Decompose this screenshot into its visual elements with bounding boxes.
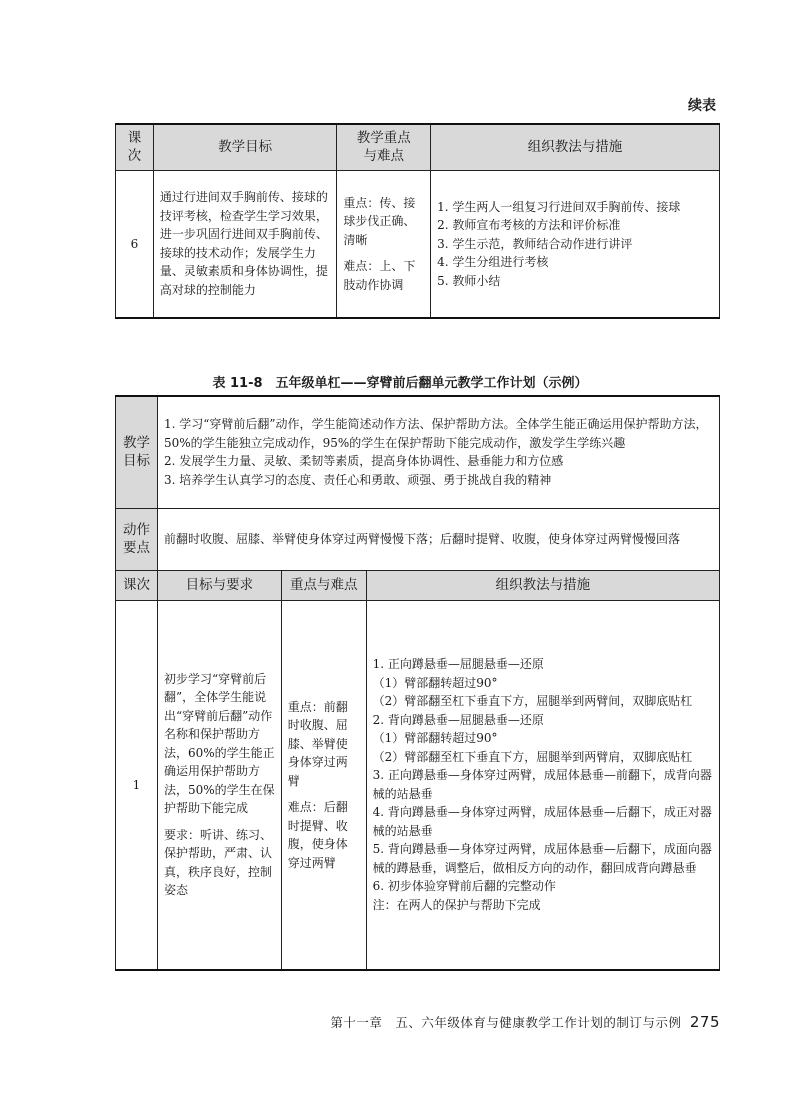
methods-cell [431, 170, 720, 318]
page-number: 275 [689, 1013, 720, 1031]
method-item: 1. 正向蹲悬垂—屈腿悬垂—还原 [372, 657, 544, 672]
header-lesson: 课 次 [116, 124, 154, 170]
method-item: 3. 学生示范，教师结合动作进行讲评 [437, 236, 633, 251]
method-item: 2. 背向蹲悬垂—屈腿悬垂—还原 [372, 712, 544, 727]
method-item: 4. 背向蹲悬垂—身体穿过两臂，成屈体悬垂—后翻下，成正对器械的站悬垂 [372, 805, 712, 838]
lesson-number: 6 [116, 170, 154, 318]
key-point: 重点：前翻时收腹、屈膝、举臂使身体穿过两臂 [287, 699, 348, 788]
methods-cell [366, 600, 719, 970]
method-item: （1）臂部翻转超过90° [372, 731, 498, 746]
target-text: 初步学习“穿臂前后翻”，全体学生能说出“穿臂前后翻”动作名称和保护帮助方法，60%的学生能正确运用保护帮助方法，50%的学生在保护帮助下能完成 [163, 671, 275, 816]
header-lesson: 课次 [116, 570, 158, 600]
header-key-difficulty: 重点与难点 [281, 570, 366, 600]
key-difficulty-cell [337, 170, 431, 318]
goal-item: 2. 发展学生力量、灵敏、柔韧等素质，提高身体协调性、悬垂能力和方位感 [163, 454, 564, 469]
method-item: 6. 初步体验穿臂前后翻的完整动作 [372, 879, 556, 894]
difficulty: 难点：上、下肢动作协调 [343, 259, 416, 292]
method-item: 注：在两人的保护与帮助下完成 [372, 897, 541, 912]
continued-label: 续表 [688, 98, 716, 114]
unit-plan-table [115, 395, 720, 971]
method-item: 3. 正向蹲悬垂—身体穿过两臂，成屈体悬垂—前翻下，成背向器械的站悬垂 [372, 768, 712, 801]
continued-table [115, 123, 720, 319]
method-item: 5. 背向蹲悬垂—身体穿过两臂，成屈体悬垂—后翻下，成面向器械的蹲悬垂，调整后，做相反方向的动作，翻回成背向蹲悬垂 [372, 842, 712, 875]
method-item: 1. 学生两人一组复习行进间双手胸前传、接球 [437, 199, 681, 214]
header-target: 目标与要求 [157, 570, 281, 600]
lesson-goal: 通过行进间双手胸前传、接球的技评考核，检查学生学习效果，进一步巩固行进间双手胸前传、接球的技术动作；发展学生力量、灵敏素质和身体协调性，提高对球的控制能力 [153, 170, 336, 318]
chapter-title: 第十一章 五、六年级体育与健康教学工作计划的制订与示例 [330, 1015, 682, 1030]
method-item: 2. 教师宣布考核的方法和评价标准 [437, 218, 621, 232]
key-difficulty-cell [281, 600, 366, 970]
goal-item: 1. 学习“穿臂前后翻”动作，学生能简述动作方法、保护帮助方法。全体学生能正确运用保护帮助方法，50%的学生能独立完成动作，95%的学生在保护帮助下能完成动作，激发学生学练兴趣 [163, 417, 708, 450]
essentials-label: 动作 要点 [116, 508, 158, 570]
target-cell [157, 600, 281, 970]
goal-item: 3. 培养学生认真学习的态度、责任心和勇敢、顽强、勇于挑战自我的精神 [163, 472, 552, 487]
method-item: （1）臂部翻转超过90° [372, 675, 498, 690]
requirement-text: 要求：听讲、练习、保护帮助，严肃、认真，秩序良好，控制姿态 [163, 827, 272, 898]
header-methods: 组织教法与措施 [431, 124, 720, 170]
header-goal: 教学目标 [153, 124, 336, 170]
method-item: 4. 学生分组进行考核 [437, 255, 549, 269]
table-caption: 表 11-8 五年级单杠——穿臂前后翻单元教学工作计划（示例） [212, 376, 588, 391]
difficulty: 难点：后翻时提臂、收腹，使身体穿过两臂 [287, 800, 348, 870]
action-essentials: 前翻时收腹、屈膝、举臂使身体穿过两臂慢慢下落；后翻时提臂、收腹，使身体穿过两臂慢慢回落 [157, 508, 719, 570]
header-methods: 组织教法与措施 [366, 570, 719, 600]
lesson-number: 1 [116, 600, 158, 970]
page-footer [330, 1013, 720, 1031]
method-item: （2）臂部翻至杠下垂直下方，屈腿举到两臂间，双脚底贴杠 [372, 694, 693, 709]
method-item: （2）臂部翻至杠下垂直下方，屈腿举到两臂肩，双脚底贴杠 [372, 749, 693, 764]
method-item: 5. 教师小结 [437, 273, 501, 288]
header-key-difficulty: 教学重点 与难点 [337, 124, 431, 170]
unit-goals [157, 396, 719, 508]
goal-label: 教学 目标 [116, 396, 158, 508]
key-point: 重点：传、接球步伐正确、清晰 [343, 195, 416, 247]
